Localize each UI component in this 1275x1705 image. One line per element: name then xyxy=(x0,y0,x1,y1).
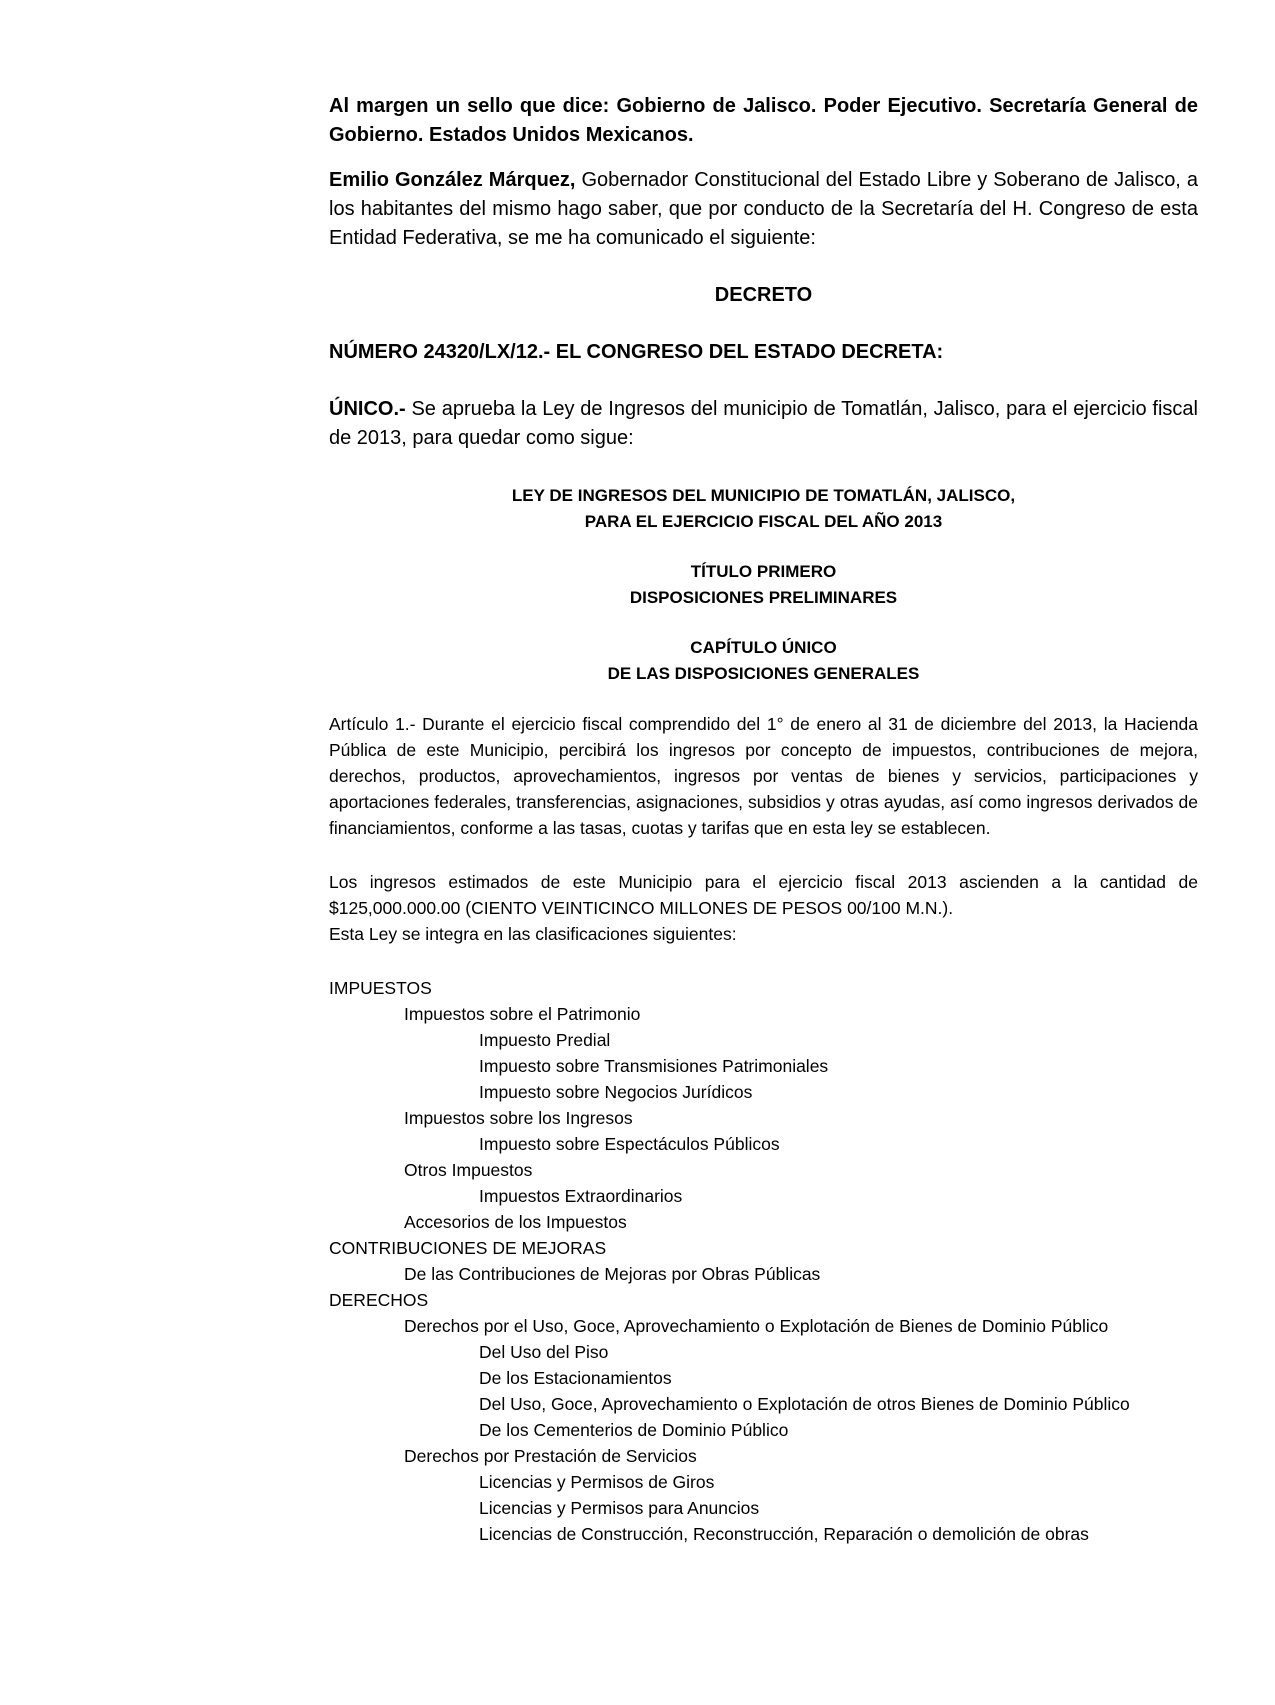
classification-list xyxy=(329,975,1198,1547)
classification-item: Licencias y Permisos para Anuncios xyxy=(479,1498,760,1518)
classification-item: DERECHOS xyxy=(329,1290,429,1310)
document-page xyxy=(329,92,1198,1547)
chapter-heading-line-2: DE LAS DISPOSICIONES GENERALES xyxy=(607,664,920,683)
classification-item: Impuesto sobre Negocios Jurídicos xyxy=(479,1082,753,1102)
law-title-line-2: PARA EL EJERCICIO FISCAL DEL AÑO 2013 xyxy=(584,512,943,531)
classification-intro: Esta Ley se integra en las clasificaciones siguientes: xyxy=(329,924,737,944)
classification-item: De los Cementerios de Dominio Público xyxy=(479,1420,789,1440)
law-title-line-1: LEY DE INGRESOS DEL MUNICIPIO DE TOMATLÁN, JALISCO, xyxy=(511,486,1016,505)
chapter-heading-line-1: CAPÍTULO ÚNICO xyxy=(690,638,837,657)
decree-number: NÚMERO 24320/LX/12.- EL CONGRESO DEL ESTADO DECRETA: xyxy=(329,341,944,363)
classification-item: Del Uso, Goce, Aprovechamiento o Explotación de otros Bienes de Dominio Público xyxy=(479,1394,1130,1414)
classification-item: IMPUESTOS xyxy=(329,978,432,998)
classification-item: Licencias de Construcción, Reconstrucción, Reparación o demolición de obras xyxy=(479,1524,1089,1544)
classification-item: Accesorios de los Impuestos xyxy=(404,1212,627,1232)
classification-item: De las Contribuciones de Mejoras por Obras Públicas xyxy=(404,1264,821,1284)
classification-item: Impuesto sobre Espectáculos Públicos xyxy=(479,1134,780,1154)
decreto-heading: DECRETO xyxy=(714,284,813,306)
classification-item: Licencias y Permisos de Giros xyxy=(479,1472,715,1492)
classification-item: Impuestos Extraordinarios xyxy=(479,1186,683,1206)
classification-item: Otros Impuestos xyxy=(404,1160,533,1180)
estimated-income: Los ingresos estimados de este Municipio para el ejercicio fiscal 2013 ascienden a la cantidad de $125,000.000.00 (CIENTO VEINTICINCO MILLONES DE PESOS 00/100 M.N.). xyxy=(329,872,1198,918)
unico-label: ÚNICO.- xyxy=(329,398,406,420)
governor-name: Emilio González Márquez, xyxy=(329,169,576,191)
classification-item: Derechos por Prestación de Servicios xyxy=(404,1446,697,1466)
intro-paragraph xyxy=(329,166,1198,253)
classification-item: Impuestos sobre los Ingresos xyxy=(404,1108,633,1128)
title-heading xyxy=(329,559,1198,611)
classification-item: Derechos por el Uso, Goce, Aprovechamiento o Explotación de Bienes de Dominio Público xyxy=(404,1316,1109,1336)
stamp-note: Al margen un sello que dice: Gobierno de Jalisco. Poder Ejecutivo. Secretaría General de Gobierno. Estados Unidos Mexicanos. xyxy=(329,95,1198,146)
title-heading-line-1: TÍTULO PRIMERO xyxy=(690,562,837,581)
chapter-heading xyxy=(329,635,1198,687)
classification-item: Del Uso del Piso xyxy=(479,1342,609,1362)
unico-paragraph xyxy=(329,395,1198,453)
classification-item: Impuestos sobre el Patrimonio xyxy=(404,1004,641,1024)
law-title xyxy=(329,483,1198,535)
unico-text: Se aprueba la Ley de Ingresos del municipio de Tomatlán, Jalisco, para el ejercicio fiscal de 2013, para quedar como sigue: xyxy=(329,398,1198,449)
intro-text: Gobernador Constitucional del Estado Libre y Soberano de Jalisco, a los habitantes del mismo hago saber, que por conducto de la Secretaría del H. Congreso de esta Entidad Federativa, se me ha comunicado el siguiente: xyxy=(329,169,1198,249)
classification-item: De los Estacionamientos xyxy=(479,1368,672,1388)
title-heading-line-2: DISPOSICIONES PRELIMINARES xyxy=(629,588,898,607)
classification-item: Impuesto Predial xyxy=(479,1030,611,1050)
classification-item: Impuesto sobre Transmisiones Patrimoniales xyxy=(479,1056,829,1076)
classification-item: CONTRIBUCIONES DE MEJORAS xyxy=(329,1238,607,1258)
article-1: Artículo 1.- Durante el ejercicio fiscal comprendido del 1° de enero al 31 de diciembre del 2013, la Hacienda Pública de este Municipio, percibirá los ingresos por concepto de impuestos, contribuciones de mejora, derechos, productos, aprovechamientos, ingresos por ventas de bienes y servicios, participaciones y aportaciones federales, transferencias, asignaciones, subsidios y otras ayudas, así como ingresos derivados de financiamientos, conforme a las tasas, cuotas y tarifas que en esta ley se establecen. xyxy=(329,714,1198,838)
